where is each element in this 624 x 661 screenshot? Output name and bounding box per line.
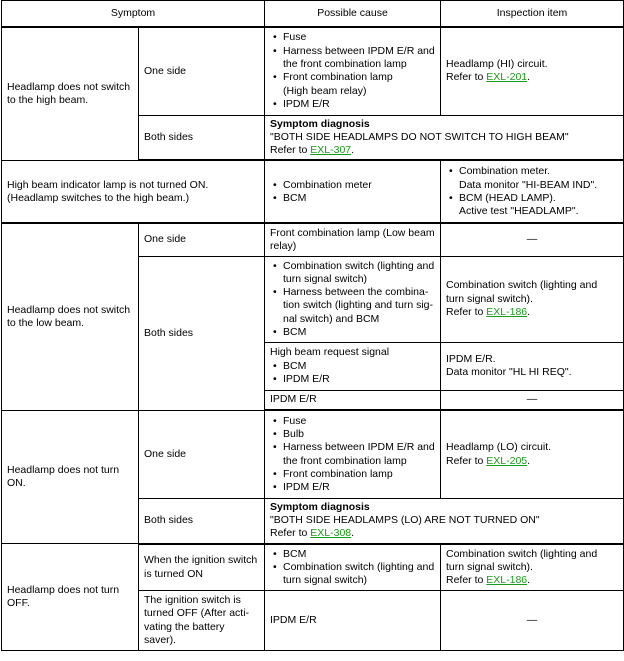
list-item: • BCM	[270, 360, 435, 373]
reference-link[interactable]: EXL-205	[486, 454, 528, 467]
reference-link[interactable]: EXL-186	[486, 306, 528, 319]
cause-cell	[265, 410, 441, 498]
reference-link[interactable]: EXL-308	[310, 527, 352, 540]
symptom-cell: Headlamp does not turn OFF.	[2, 544, 139, 651]
condition-cell: One side	[139, 410, 265, 498]
header-inspection-item: Inspection item	[441, 1, 624, 28]
table-row	[2, 160, 624, 223]
diagnosis-cell: Symptom diagnosis "BOTH SIDE HEADLAMPS (LO) ARE NOT TURNED ON" Refer to EXL-308.	[265, 498, 624, 543]
reference-link[interactable]: EXL-307	[310, 144, 352, 157]
inspection-cell: IPDM E/R. Data monitor "HL HI REQ".	[441, 342, 624, 390]
symptom-cell: Headlamp does not switch to the high beam.	[2, 27, 139, 160]
list-item: • Combination switch (lighting and turn signal switch)	[270, 561, 435, 588]
symptom-cell: High beam indicator lamp is not turned ON. (Headlamp switches to the high beam.)	[2, 160, 265, 223]
list-item: • BCM	[270, 548, 435, 561]
inspection-cell: —	[441, 390, 624, 410]
list-item: • Bulb	[270, 428, 435, 441]
inspection-cell: Headlamp (HI) circuit. Refer to EXL-201.	[441, 27, 624, 115]
list-item: • IPDM E/R	[270, 481, 435, 494]
table-header-row	[2, 1, 624, 28]
inspection-cell: Combination switch (lighting and turn signal switch). Refer to EXL-186.	[441, 256, 624, 342]
inspection-cell: Combination switch (lighting and turn signal switch). Refer to EXL-186.	[441, 544, 624, 591]
diagnosis-cell: Symptom diagnosis "BOTH SIDE HEADLAMPS DO NOT SWITCH TO HIGH BEAM" Refer to EXL-307.	[265, 115, 624, 160]
table-row	[2, 223, 624, 256]
condition-cell: The ignition switch is turned OFF (After acti-vating the battery saver).	[139, 591, 265, 651]
condition-cell: One side	[139, 27, 265, 115]
list-item: • BCM	[270, 326, 435, 339]
symptom-cell: Headlamp does not turn ON.	[2, 410, 139, 543]
inspection-cell	[441, 160, 624, 223]
list-item: • Combination meter	[270, 179, 435, 192]
list-item: • BCM	[270, 192, 435, 205]
list-item: • Combination switch (lighting and turn signal switch)	[270, 260, 435, 287]
list-item: • Front combination lamp	[270, 468, 435, 481]
cause-cell	[265, 544, 441, 591]
header-symptom: Symptom	[2, 1, 265, 28]
cause-cell: IPDM E/R	[265, 390, 441, 410]
list-item: • Harness between IPDM E/R and the front combination lamp	[270, 441, 435, 468]
reference-link[interactable]: EXL-186	[486, 574, 528, 587]
cause-cell	[265, 27, 441, 115]
list-item: • Harness between IPDM E/R and the front combination lamp	[270, 45, 435, 72]
symptom-table	[1, 0, 624, 651]
list-item: • IPDM E/R	[270, 98, 435, 111]
list-item: • BCM (HEAD LAMP). Active test "HEADLAMP".	[446, 192, 618, 219]
header-possible-cause: Possible cause	[265, 1, 441, 28]
list-item: • Fuse	[270, 31, 435, 44]
inspection-cell: —	[441, 591, 624, 651]
list-item: • Combination meter. Data monitor "HI-BEAM IND".	[446, 165, 618, 192]
condition-cell: Both sides	[139, 498, 265, 543]
reference-link[interactable]: EXL-201	[486, 71, 528, 84]
inspection-cell: Headlamp (LO) circuit. Refer to EXL-205.	[441, 410, 624, 498]
table-row	[2, 410, 624, 498]
table-row	[2, 27, 624, 115]
symptom-cell: Headlamp does not switch to the low beam.	[2, 223, 139, 410]
cause-cell: High beam request signal • BCM • IPDM E/R	[265, 342, 441, 390]
list-item: • Fuse	[270, 415, 435, 428]
condition-cell: When the ignition switch is turned ON	[139, 544, 265, 591]
cause-cell	[265, 256, 441, 342]
list-item: • Front combination lamp (High beam relay)	[270, 71, 435, 98]
cause-cell: Front combination lamp (Low beam relay)	[265, 223, 441, 256]
table-row	[2, 544, 624, 591]
cause-cell: IPDM E/R	[265, 591, 441, 651]
condition-cell: Both sides	[139, 256, 265, 410]
list-item: • IPDM E/R	[270, 373, 435, 386]
list-item: • Harness between the combina-tion switch (lighting and turn sig-nal switch) and BCM	[270, 286, 435, 326]
inspection-cell: —	[441, 223, 624, 256]
condition-cell: Both sides	[139, 115, 265, 160]
condition-cell: One side	[139, 223, 265, 256]
cause-cell	[265, 160, 441, 223]
